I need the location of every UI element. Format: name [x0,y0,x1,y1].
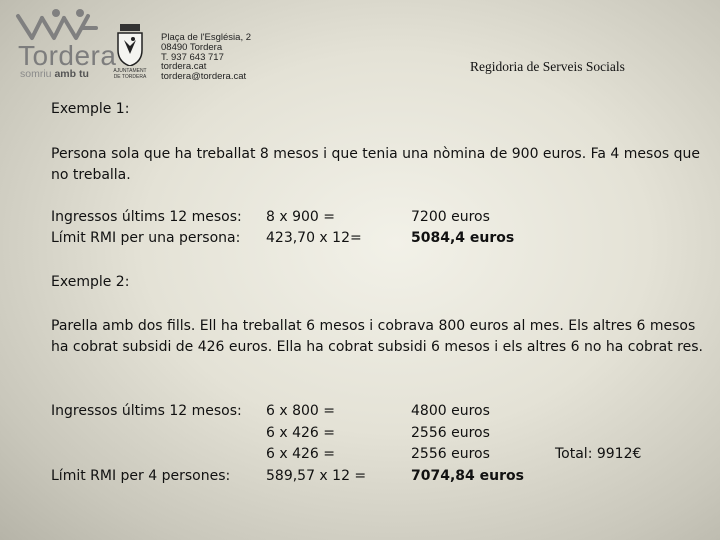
example2-result-4: 7074,84 euros [411,467,524,484]
ajuntament-shield [115,24,145,66]
example1-income-result: 7200 euros [411,209,490,225]
example2-limit-label: Límit RMI per 4 persones: [51,468,231,484]
address-phone: T. 937 643 717 [161,51,224,63]
logo-tagline [20,68,89,80]
example2-result-2: 2556 euros [411,424,490,441]
shield-label-line1: AJUNTAMENT [113,68,147,74]
example2-title: Exemple 2: [51,274,130,290]
example2-result-1: 4800 euros [411,403,490,419]
address-block [161,33,251,82]
tordera-figures-icon [12,8,107,42]
example1-income-label: Ingressos últims 12 mesos: [51,209,242,225]
example2-calc-3: 6 x 426 = [266,446,335,462]
example2-description: Parella amb dos fills. Ell ha treballat 6 mesos i cobrava 800 euros al mes. Els altres 6 mesos ha cobrat subsidi de 426 euros. Ella ha cobrat subsidi 6 mesos i els altres 6 no ha cobrat res. [51,318,703,355]
example1-income-calc: 8 x 900 = [266,209,335,225]
coat-of-arms-icon [115,24,145,66]
address-postal: 08490 Tordera [161,41,223,53]
example1-limit-result: 5084,4 euros [411,230,515,246]
department-title: Regidoria de Serveis Socials [470,59,625,74]
example2-result-column [411,401,524,487]
example1-limit-label: Límit RMI per una persona: [51,230,241,246]
example1-description: Persona sola que ha treballat 8 mesos i que tenia una nòmina de 900 euros. Fa 4 mesos que no treballa. [51,146,701,183]
example1-limit-calc: 423,70 x 12= [266,230,362,246]
logo-word: Tordera [18,40,117,71]
address-street: Plaça de l'Església, 2 [161,32,252,43]
tagline-suffix: amb tu [54,68,89,80]
example2-calc-2: 6 x 426 = [266,424,335,441]
address-email: tordera@tordera.cat [161,71,247,83]
example2-result-3: 2556 euros [411,446,490,462]
example2-total: Total: 9912€ [555,446,642,462]
example2-calc-1: 6 x 800 = [266,403,335,419]
example2-income-label: Ingressos últims 12 mesos: [51,403,242,419]
example1-title: Exemple 1: [51,101,130,117]
example2-calc-column [266,401,366,487]
tagline-prefix: somriu [20,68,52,80]
address-web: tordera.cat [161,61,207,73]
shield-label [110,68,150,80]
shield-label-line2: DE TORDERA [113,74,147,80]
example2-calc-4: 589,57 x 12 = [266,467,367,484]
